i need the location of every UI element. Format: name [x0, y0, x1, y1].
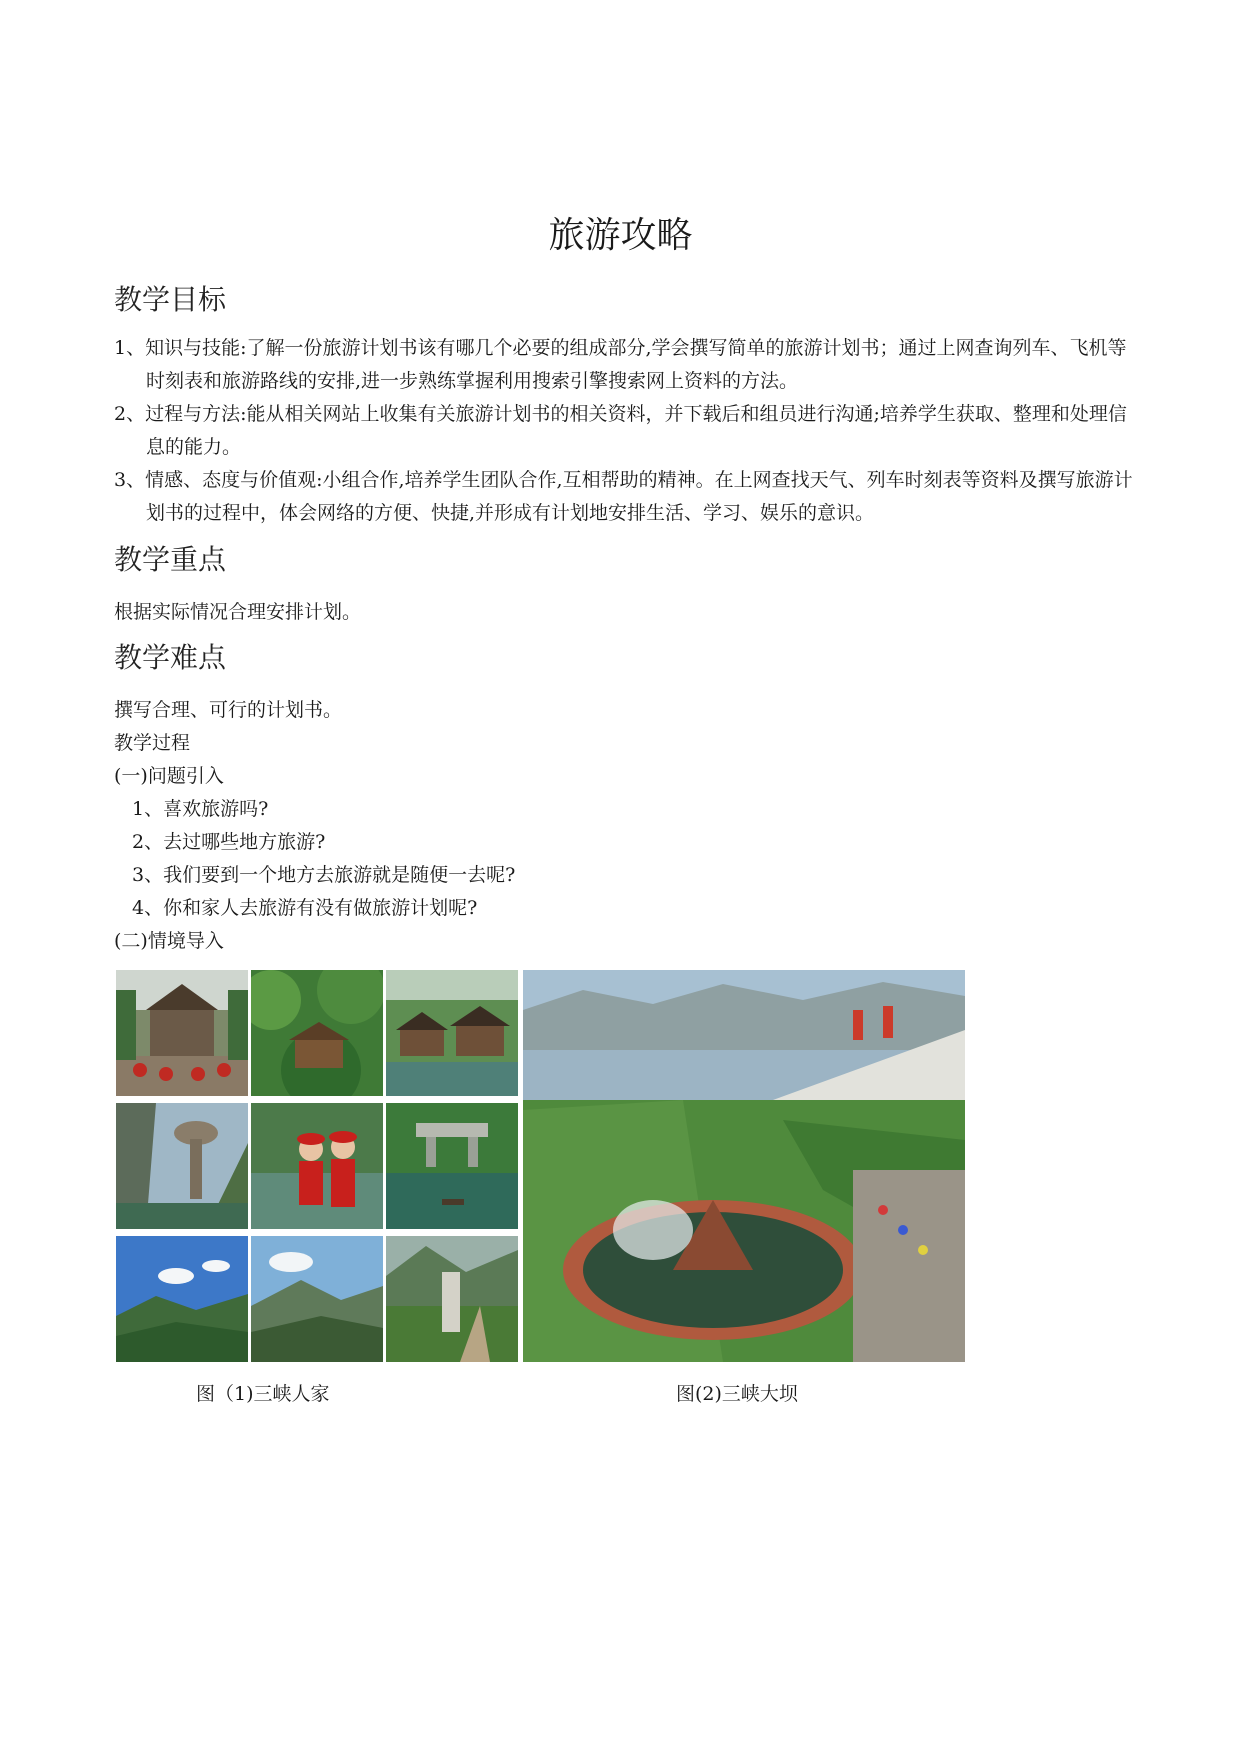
photo-tile-valley: [251, 1236, 383, 1362]
part2-label: (二)情境导入: [114, 930, 224, 952]
objective-text-3: 3、情感、态度与价值观:小组合作,培养学生团队合作,互相帮助的精神。在上网查找天气、列车时刻表等资料及撰写旅游计划书的过程中，体会网络的方便、快捷,并形成有计划地安排生活、学习、娱乐的意识。: [114, 469, 1133, 524]
difficulties-text: 撰写合理、可行的计划书。: [114, 699, 343, 721]
photo-tile-bridge-river: [386, 1103, 518, 1229]
photo-tile-girls-red: [251, 1103, 383, 1229]
objective-text-2: 2、过程与方法:能从相关网站上收集有关旅游计划书的相关资料，并下载后和组员进行沟通;培养学生获取、整理和处理信息的能力。: [114, 403, 1127, 458]
heading-key-points: 教学重点: [114, 543, 227, 576]
figure-2-dam-photo: [523, 970, 965, 1362]
question-4: 4、你和家人去旅游有没有做旅游计划呢?: [132, 897, 478, 919]
question-2: 2、去过哪些地方旅游?: [132, 831, 326, 853]
photo-tile-gorge-rock: [116, 1103, 248, 1229]
part1-label: (一)问题引入: [114, 765, 224, 787]
key-points-text: 根据实际情况合理安排计划。: [114, 601, 362, 623]
photo-tile-mountain-sky: [116, 1236, 248, 1362]
figure-1-caption: 图（1)三峡人家: [196, 1383, 330, 1405]
figure-1-photo-grid: [116, 970, 518, 1362]
question-1: 1、喜欢旅游吗?: [132, 798, 269, 820]
page-title: 旅游攻略: [548, 215, 693, 256]
objective-item-1: [114, 332, 1134, 398]
photo-tile-memorial-garden: [386, 1236, 518, 1362]
photo-tile-temple: [116, 970, 248, 1096]
photo-tile-riverside-houses: [386, 970, 518, 1096]
heading-difficulties: 教学难点: [114, 641, 227, 674]
process-label: 教学过程: [114, 732, 191, 754]
heading-objectives: 教学目标: [114, 283, 227, 316]
photo-tile-forest-pavilion: [251, 970, 383, 1096]
objective-text-1: 1、知识与技能:了解一份旅游计划书该有哪几个必要的组成部分,学会撰写简单的旅游计划书；通过上网查询列车、飞机等时刻表和旅游路线的安排,进一步熟练掌握利用搜索引擎搜索网上资料的方法。: [114, 337, 1127, 392]
objective-item-3: [114, 464, 1134, 530]
question-3: 3、我们要到一个地方去旅游就是随便一去呢?: [132, 864, 516, 886]
objective-item-2: [114, 398, 1134, 464]
figure-2-caption: 图(2)三峡大坝: [676, 1383, 798, 1405]
